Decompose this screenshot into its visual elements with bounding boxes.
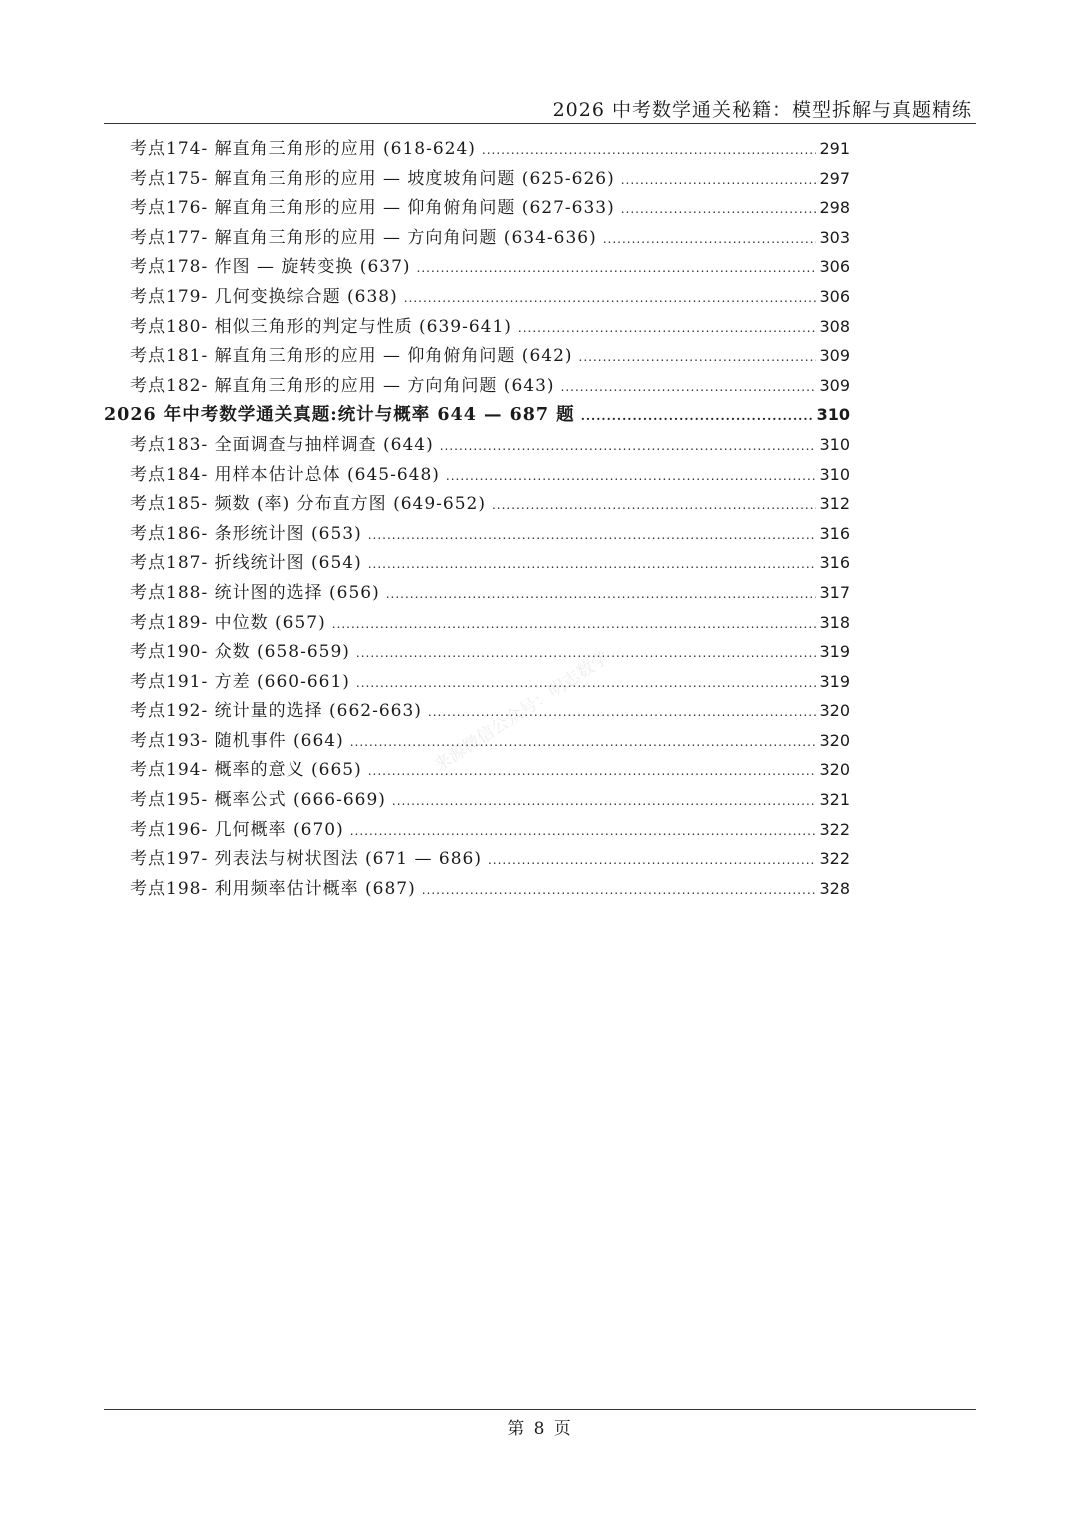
toc-dot-leader	[417, 254, 817, 284]
toc-entry-label: 考点178- 作图 — 旋转变换 (637)	[130, 257, 411, 278]
toc-entry-page: 291	[819, 139, 850, 158]
toc-dot-leader	[440, 432, 817, 462]
toc-entry-label: 考点186- 条形统计图 (653)	[130, 523, 362, 544]
toc-entry-label: 考点187- 折线统计图 (654)	[130, 553, 362, 574]
toc-entry-page: 310	[819, 464, 850, 484]
toc-entry[interactable]	[104, 637, 850, 667]
toc-entry-page: 322	[819, 819, 850, 839]
toc-dot-leader	[386, 580, 817, 610]
toc-dot-leader	[368, 550, 817, 580]
toc-entry-label: 考点175- 解直角三角形的应用 — 坡度坡角问题 (625-626)	[130, 168, 615, 189]
toc-entry-page: 320	[819, 701, 850, 721]
toc-entry-label: 考点184- 用样本估计总体 (645-648)	[130, 464, 440, 485]
toc-entry-page: 310	[816, 405, 850, 425]
toc-entry-label: 考点177- 解直角三角形的应用 — 方向角问题 (634-636)	[130, 227, 597, 248]
toc-entry[interactable]	[104, 134, 850, 164]
toc-dot-leader	[561, 373, 817, 403]
toc-entry-label: 考点181- 解直角三角形的应用 — 仰角俯角问题 (642)	[130, 346, 573, 367]
toc-dot-leader	[581, 402, 814, 432]
toc-entry[interactable]	[104, 312, 850, 342]
toc-entry-label: 考点183- 全面调查与抽样调查 (644)	[130, 434, 434, 455]
toc-entry[interactable]	[104, 341, 850, 371]
toc-entry-page: 310	[819, 434, 850, 454]
table-of-contents	[104, 134, 850, 903]
toc-entry-label: 考点176- 解直角三角形的应用 — 仰角俯角问题 (627-633)	[130, 198, 615, 219]
toc-entry[interactable]	[104, 193, 850, 223]
toc-entry-label: 考点196- 几何概率 (670)	[130, 819, 344, 840]
toc-entry[interactable]	[104, 371, 850, 401]
toc-entry-label: 考点179- 几何变换综合题 (638)	[130, 286, 398, 307]
toc-entry-label: 考点197- 列表法与树状图法 (671 — 686)	[130, 849, 482, 870]
toc-entry-label: 考点182- 解直角三角形的应用 — 方向角问题 (643)	[130, 375, 555, 396]
page-header-title: 2026 中考数学通关秘籍：模型拆解与真题精练	[552, 99, 972, 121]
toc-entry[interactable]	[104, 608, 850, 638]
toc-entry-label: 2026 年中考数学通关真题:统计与概率 644 — 687 题	[104, 405, 575, 426]
toc-entry[interactable]	[104, 548, 850, 578]
toc-entry-label: 考点188- 统计图的选择 (656)	[130, 582, 380, 603]
toc-dot-leader	[621, 195, 817, 225]
toc-entry[interactable]	[104, 844, 850, 874]
toc-entry[interactable]	[104, 519, 850, 549]
toc-dot-leader	[482, 136, 817, 166]
toc-entry-page: 303	[819, 227, 850, 247]
toc-entry-page: 317	[819, 582, 850, 602]
toc-entry-page: 320	[819, 760, 850, 780]
toc-entry[interactable]	[104, 282, 850, 312]
toc-entry-label: 考点180- 相似三角形的判定与性质 (639-641)	[130, 316, 512, 337]
toc-entry-page: 321	[819, 790, 850, 810]
toc-dot-leader	[446, 462, 817, 492]
toc-dot-leader	[332, 610, 817, 640]
toc-entry[interactable]	[104, 164, 850, 194]
toc-entry-page: 308	[819, 316, 850, 336]
toc-dot-leader	[404, 284, 817, 314]
toc-entry[interactable]	[104, 667, 850, 697]
toc-entry-page: 306	[819, 286, 850, 306]
toc-entry-label: 考点192- 统计量的选择 (662-663)	[130, 701, 422, 722]
toc-entry[interactable]	[104, 755, 850, 785]
watermark: 来源微信公众号：明志数学	[430, 648, 613, 776]
toc-dot-leader	[518, 314, 817, 344]
toc-entry-label: 考点195- 概率公式 (666-669)	[130, 790, 386, 811]
toc-entry-page: 309	[819, 375, 850, 395]
toc-entry[interactable]	[104, 489, 850, 519]
toc-dot-leader	[603, 225, 817, 255]
toc-dot-leader	[392, 787, 817, 817]
toc-entry-page: 322	[819, 849, 850, 869]
toc-entry-page: 309	[819, 346, 850, 366]
toc-entry[interactable]	[104, 815, 850, 845]
toc-entry-page: 316	[819, 523, 850, 543]
toc-dot-leader	[350, 817, 817, 847]
toc-entry-label: 考点185- 频数 (率) 分布直方图 (649-652)	[130, 494, 486, 515]
toc-entry-label: 考点190- 众数 (658-659)	[130, 642, 350, 663]
header-rule	[104, 123, 976, 124]
toc-entry-page: 318	[819, 612, 850, 632]
toc-dot-leader	[368, 521, 817, 551]
toc-entry[interactable]	[104, 430, 850, 460]
toc-entry-page: 319	[819, 671, 850, 691]
toc-entry-label: 考点174- 解直角三角形的应用 (618-624)	[130, 139, 476, 159]
toc-entry-page: 297	[819, 168, 850, 188]
toc-entry-page: 312	[819, 494, 850, 514]
toc-entry[interactable]	[104, 785, 850, 815]
toc-entry-label: 考点198- 利用频率估计概率 (687)	[130, 878, 416, 899]
footer-rule	[104, 1409, 976, 1410]
toc-entry-page: 328	[819, 878, 850, 898]
toc-dot-leader	[621, 166, 817, 196]
toc-entry[interactable]	[104, 252, 850, 282]
toc-entry-page: 298	[819, 198, 850, 218]
toc-entry-page: 320	[819, 730, 850, 750]
toc-dot-leader	[492, 491, 816, 521]
toc-dot-leader	[488, 846, 816, 876]
toc-entry-label: 考点189- 中位数 (657)	[130, 612, 326, 633]
toc-dot-leader	[422, 876, 817, 906]
toc-entry-page: 306	[819, 257, 850, 277]
toc-entry[interactable]	[104, 223, 850, 253]
page-number: 第 8 页	[507, 1419, 573, 1439]
toc-dot-leader	[579, 343, 817, 373]
toc-entry-label: 考点193- 随机事件 (664)	[130, 730, 344, 751]
toc-chapter-entry[interactable]	[104, 400, 850, 430]
toc-entry-label: 考点191- 方差 (660-661)	[130, 671, 350, 692]
toc-entry[interactable]	[104, 696, 850, 726]
toc-entry-page: 319	[819, 642, 850, 662]
toc-entry[interactable]	[104, 874, 850, 904]
toc-entry-label: 考点194- 概率的意义 (665)	[130, 760, 362, 781]
toc-entry[interactable]	[104, 578, 850, 608]
toc-dot-leader	[350, 728, 817, 758]
toc-entry-page: 316	[819, 553, 850, 573]
toc-entry[interactable]	[104, 460, 850, 490]
